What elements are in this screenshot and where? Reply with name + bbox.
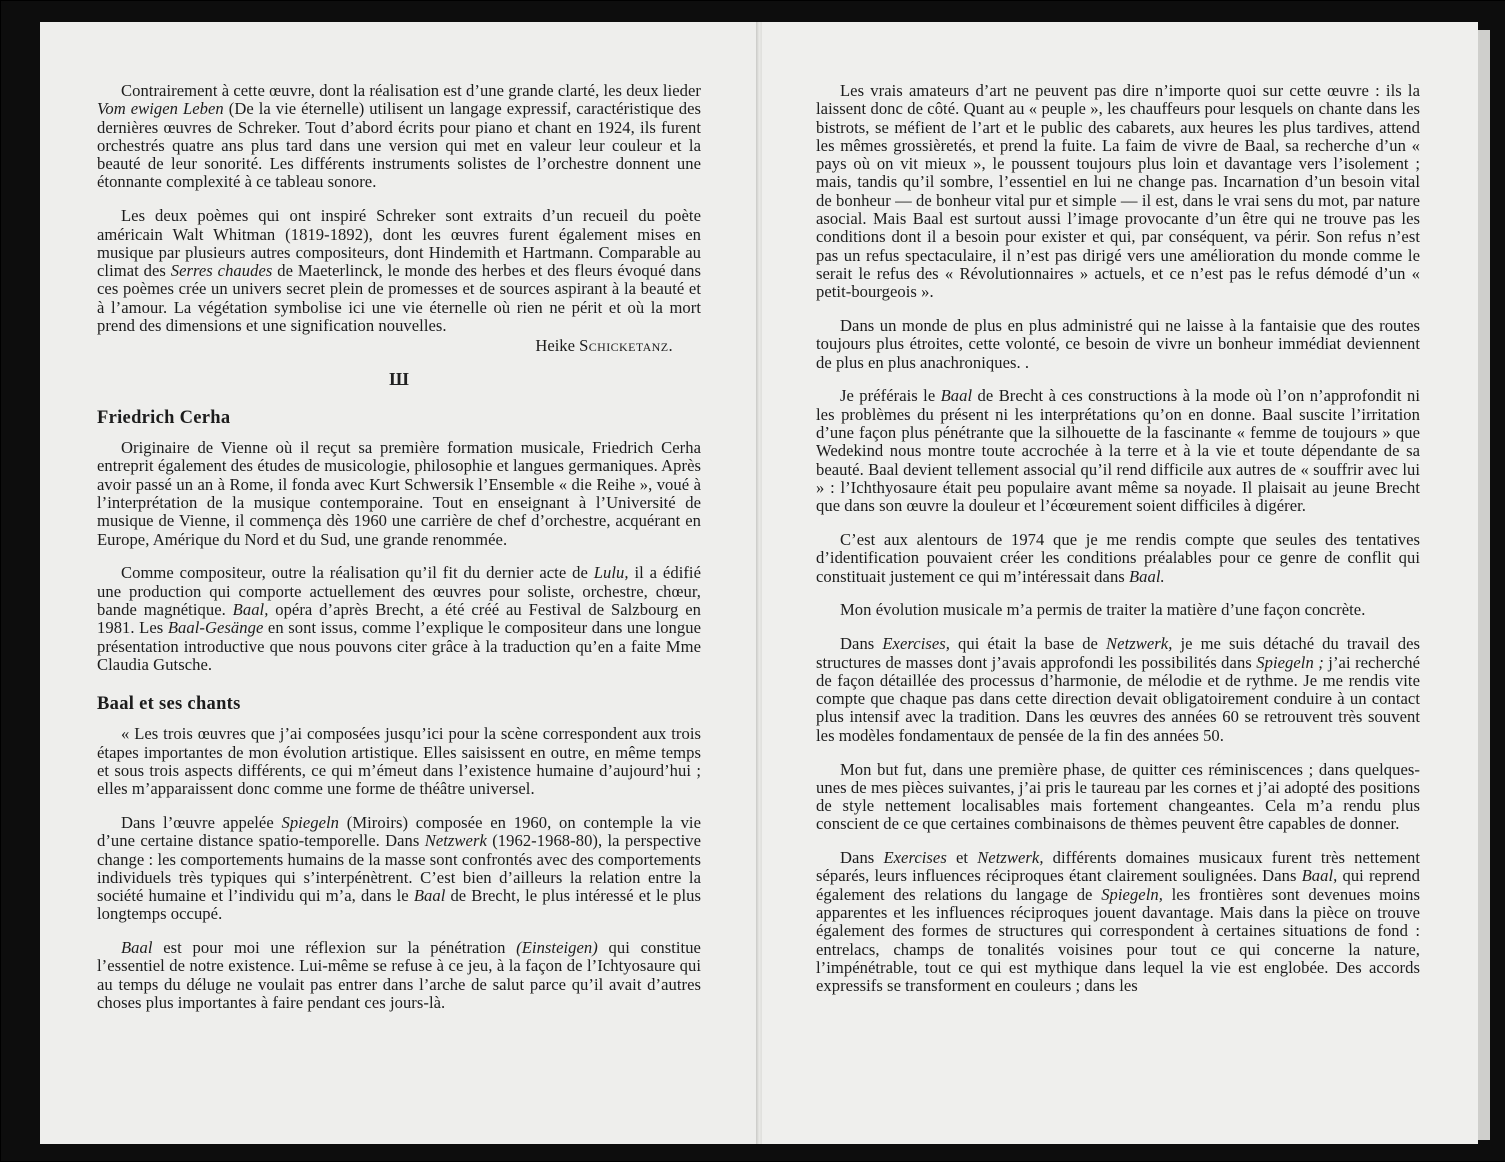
- section-heading: Friedrich Cerha: [97, 408, 231, 429]
- paragraph: Dans un monde de plus en plus administré qui ne laisse à la fantaisie que des routes toujours plus étroites, cette volonté, ce besoin de vivre un bonheur immédiat deviennent de plus en plus anachroniques. .: [816, 316, 1420, 372]
- paragraph: Comme compositeur, outre la réalisation qu’il fit du dernier acte de Lulu, il a édifié une production qui comporte actuellement des œuvres pour soliste, orchestre, chœur, bande magnétique. Baal, opéra d’après Brecht, a été créé au Festival de Salzbourg en 1981. Les Baal-Gesänge en sont issus, comme l’explique le compositeur dans une longue présentation introductive que nous pouvons citer grâce à la traduction qu’en a faite Mme Claudia Gutsche.: [97, 563, 702, 674]
- paragraph: Mon but fut, dans une première phase, de quitter ces réminiscences ; dans quelques-unes de mes pièces suivantes, j’ai pris le taureau par les cornes et j’ai adopté des positions de style nettement localisables mais fortement changeantes. Cela m’a rendu plus conscient de ce que certaines combinaisons de thèmes peuvent être capables de donner.: [816, 759, 1420, 834]
- right-page: [762, 22, 1478, 1144]
- paragraph: Les deux poèmes qui ont inspiré Schreker sont extraits d’un recueil du poète américain Walt Whitman (1819-1892), dont les œuvres furent également mises en musique par plusieurs autres compositeurs, dont Hindemith et Hartmann. Comparable au climat des Serres chaudes de Maeterlinck, le monde des herbes et des fleurs évoqué dans ces poèmes crée un univers secret plein de promesses et de sources aspirant à la beauté et à l’amour. La végétation symbolise ici une vie éternelle où rien ne périt et où la mort prend des dimensions et une signification nouvelles.: [97, 206, 701, 336]
- author-signature: Heike Schicketanz.: [535, 335, 673, 355]
- left-column: [97, 22, 701, 1028]
- paragraph: Dans Exercises, qui était la base de Netzwerk, je me suis détaché du travail des structures de masses dont j’avais approfondi les possibilités dans Spiegeln ; j’ai recherché de façon détaillée des processus d’harmonie, de mélodie et de rythme. Je me rendis vite compte que chaque pas dans cette direction devait obligatoirement conduire à un contact plus intensif avec la tradition. Dans les œuvres des années 60 se retrouvent très souvent les modèles fondamentaux de pensée de la fin des années 50.: [816, 634, 1420, 745]
- paragraph: « Les trois œuvres que j’ai composées jusqu’ici pour la scène correspondent aux trois étapes importantes de mon évolution artistique. Elles saisissent en outre, en même temps et sous trois aspects différents, ce qui m’émeut dans l’existence humaine d’aujourd’hui ; elles m’apparaissent donc comme une forme de théâtre universel.: [97, 724, 701, 799]
- paragraph: Les vrais amateurs d’art ne peuvent pas dire n’importe quoi sur cette œuvre : ils la laissent donc de côté. Quant au « peuple », les chauffeurs pour lesquels on chante dans les bistrots, se méfient de l’art et le public des cabarets, aux heures les plus tardives, attend les mêmes grossièretés, et prend la fuite. La faim de vivre de Baal, sa recherche d’un « pays où on vit mieux », le poussent toujours plus loin et davantage vers l’isolement ; mais, tandis qu’il sombre, l’essentiel en lui ne change pas. Incarnation d’un besoin vital de bonheur — de bonheur vital pur et simple — il est, dans le vrai sens du mot, par nature asocial. Mais Baal est surtout aussi l’image provocante d’un être qui ne trouve pas les conditions dont il a besoin pour exister et qui, par conséquent, va périr. Son refus n’est pas un refus spectaculaire, il n’est pas dirigé vers une amélioration du monde comme le serait le refus des « Révolutionnaires » actuels, et ce n’est pas le refus démodé d’un « petit-bourgeois ».: [816, 81, 1420, 302]
- right-column: [816, 22, 1420, 1011]
- paragraph: C’est aux alentours de 1974 que je me rendis compte que seules des tentatives d’identification pouvaient créer les conditions préalables pour ce genre de conflit qui constituait justement ce qui m’intéressait dans Baal.: [816, 530, 1420, 586]
- section-heading: Baal et ses chants: [97, 694, 241, 715]
- paragraph: Baal est pour moi une réflexion sur la pénétration (Einsteigen) qui constitue l’essentiel de notre existence. Lui-même se refuse à ce jeu, à la façon de l’Ichtyosaure qui au temps du déluge ne voulait pas entrer dans l’arche de salut parce qu’il avait d’autres choses plus importantes à faire pendant ces jours-là.: [97, 938, 701, 1013]
- paragraph: Je préférais le Baal de Brecht à ces constructions à la mode où l’on n’approfondit ni les problèmes du présent ni les interprétations qu’on en donne. Baal suscite l’irritation d’une façon plus pénétrante que la silhouette de la fascinante « femme de toujours » que Wedekind nous montre toute accrochée à la terre et à la vie et toute dépendante de sa beauté. Baal devient tellement associal qu’il rend difficile aux autres de « souffrir avec lui » : l’Ichthyosaure était peu populaire avant même sa noyade. Il plaisait au jeune Brecht que dans son œuvre la douleur et l’écœurement soient difficiles à digérer.: [816, 386, 1420, 516]
- paragraph: Contrairement à cette œuvre, dont la réalisation est d’une grande clarté, les deux lieder Vom ewigen Leben (De la vie éternelle) utilisent un langage expressif, caractéristique des dernières œuvres de Schreker. Tout d’abord écrits pour piano et chant en 1924, ils furent orchestrés quatre ans plus tard dans une version qui met en valeur leur couleur et la beauté de leur sonorité. Les différents instruments solistes de l’orchestre donnent une étonnante complexité à ce tableau sonore.: [97, 81, 701, 192]
- paragraph: Dans l’œuvre appelée Spiegeln (Miroirs) composée en 1960, on contemple la vie d’une certaine distance spatio-temporelle. Dans Netzwerk (1962-1968-80), la perspective change : les comportements humains de la masse sont confrontés avec des comportements individuels très typiques qui s’interpénètrent. C’est bien d’ailleurs la relation entre la société humaine et l’individu qui m’a, dans le Baal de Brecht, le plus intéressé et le plus longtemps occupé.: [97, 812, 701, 924]
- paragraph: Mon évolution musicale m’a permis de traiter la matière d’une façon concrète.: [840, 600, 1366, 620]
- page-edge: [1478, 30, 1490, 1140]
- section-ornament: Ш: [389, 369, 409, 390]
- paragraph: Dans Exercises et Netzwerk, différents domaines musicaux furent très nettement séparés, leurs influences réciproques étant clairement soulignées. Dans Baal, qui reprend également des relations du langage de Spiegeln, les frontières sont devenues moins apparentes et les influences réciproques jouent davantage. Mais dans la pièce on trouve également des formes de structures qui correspondent à certaines situations de fond : entrelacs, champs de tonalités voisines pour tout ce qui concerne la nature, l’impénétrable, tout ce qui est mythique dans lequel la vie est englobée. Des accords expressifs se transforment en couleurs ; dans les: [816, 848, 1420, 996]
- left-page: [40, 22, 758, 1144]
- paragraph: Originaire de Vienne où il reçut sa première formation musicale, Friedrich Cerha entreprit également des études de musicologie, philosophie et langues germaniques. Après avoir passé un an à Rome, il fonda avec Kurt Schwersik l’Ensemble « die Reihe », voué à l’interprétation de la musique contemporaine. Tout en enseignant à l’Université de musique de Vienne, il commença dès 1960 une carrière de chef d’orchestre, acquérant en Europe, Amérique du Nord et du Sud, une grande renommée.: [97, 438, 701, 549]
